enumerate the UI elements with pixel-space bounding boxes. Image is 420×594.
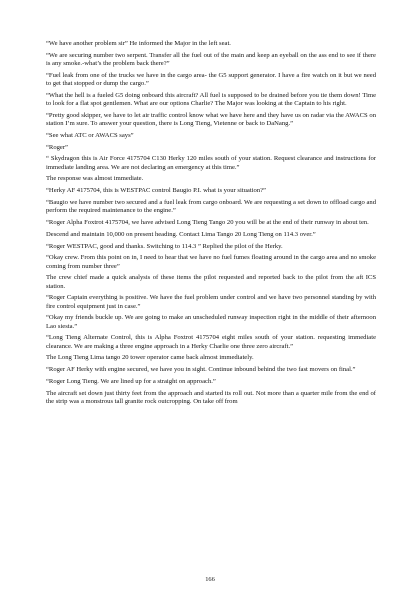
paragraph: “Pretty good skipper, we have to let air traffic control know what we have here and they have us on radar via the AWACS on station I’m sure. To answer your question, there is Long Tieng, Vietenne or back to DaNang.” — [46, 111, 376, 127]
page-body — [46, 40, 376, 410]
paragraph: “Herky AF 4175704, this is WESTPAC control Baugio P.I. what is your situation?” — [46, 187, 266, 195]
paragraph: “We are securing number two serpent. Transfer all the fuel out of the main and keep an eyeball on the ass end to see if there is any smoke.-what’s the problem back there?” — [46, 51, 376, 67]
paragraph: “Roger Alpha Foxtrot 4175704, we have advised Long Tieng Tango 20 you will be at the end of their runway in about ten. — [46, 218, 369, 226]
paragraph: “What the hell is a fueled G5 doing onboard this aircraft? All fuel is supposed to be drained before you tie them down! Time to look for a flat spot gentlemen. What are our options Charlie? The Major was looking at the Captain to his right. — [46, 91, 376, 107]
paragraph: Descend and maintain 10,000 on present heading. Contact Lima Tango 20 Long Tieng on 114.3 over.” — [46, 230, 316, 238]
paragraph: The crew chief made a quick analysis of these items the pilot requested and reported back to the pilot from the aft ICS station. — [46, 274, 376, 290]
paragraph: The aircraft set down just thirty feet from the approach and started its roll out. Not more than a quarter mile from the end of the strip was a monstrous tall granite rock outcropping. On take off from — [46, 389, 376, 405]
paragraph: “See what ATC or AWACS says” — [46, 131, 134, 139]
paragraph: “Roger” — [46, 143, 68, 151]
paragraph: The Long Tieng Lima tango 20 tower operator came back almost immediately. — [46, 354, 254, 362]
paragraph: “Okay my friends buckle up. We are going to make an unscheduled runway inspection right in the middle of their afternoon Lao siesta.” — [46, 314, 376, 330]
paragraph: “Roger Long Tieng. We are lined up for a straight on approach.” — [46, 377, 216, 385]
paragraph: “Long Tieng Alternate Control, this is Alpha Foxtrot 4175704 eight miles south of your station. requesting immediate clearance. We are making a three engine approach in a Herky Charlie one three zero aircraft.” — [46, 334, 376, 350]
paragraph: “Fuel leak from one of the trucks we have in the cargo area- the G5 support generator. I have a fire watch on it but we need to get that stopped or dump the cargo.” — [46, 71, 376, 87]
paragraph: “Roger AF Herky with engine secured, we have you in sight. Continue inbound behind the two fast movers on final.” — [46, 366, 356, 374]
paragraph: “Roger WESTPAC, good and thanks. Switching to 114.3 ” Replied the pilot of the Herky. — [46, 242, 283, 250]
paragraph: The response was almost immediate. — [46, 175, 144, 183]
paragraph: “Okay crew. From this point on in, I need to hear that we have no fuel fumes floating around in the cargo area and no smoke coming from number three” — [46, 254, 376, 270]
paragraph: “We have another problem sir” He informed the Major in the left seat. — [46, 40, 231, 47]
paragraph: “Roger Captain everything is positive. We have the fuel problem under control and we have two personnel standing by with fire control equipment just in case.” — [46, 294, 376, 310]
paragraph: “ Skydragon this is Air Force 4175704 C130 Herky 120 miles south of your station. Request clearance and instructions for immediate landing area. We are not declaring an emergency at this time.” — [46, 155, 376, 171]
paragraph: “Baugio we have number two secured and a fuel leak from cargo onboard. We are requesting a set down to offload cargo and perform the required maintenance to the engine.” — [46, 198, 376, 215]
page-number: 166 — [205, 576, 215, 583]
